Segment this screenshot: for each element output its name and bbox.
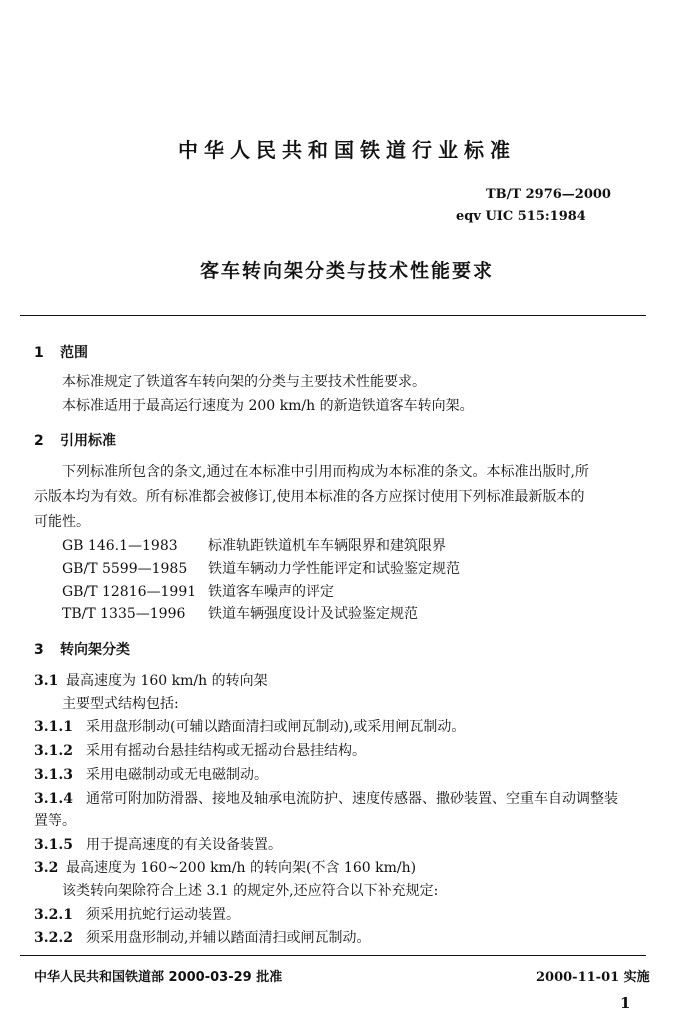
clause-3-1-4 (34, 788, 618, 810)
approval-note: 中华人民共和国铁道部 2000-03-29 批准 (34, 970, 283, 985)
clause-3-1-1 (34, 716, 465, 738)
section-1-heading (34, 342, 88, 362)
reference-row (62, 603, 418, 625)
reference-row (62, 581, 334, 603)
section-2-heading (34, 430, 116, 450)
header-divider (20, 315, 646, 316)
implementation-date: 2000-11-01 实施 (536, 970, 650, 985)
section-title: 范围 (60, 345, 88, 361)
clause-number: 3.1.2 (34, 743, 73, 759)
reference-title: 标准轨距铁道机车车辆限界和建筑限界 (208, 538, 446, 554)
reference-code: GB/T 12816—1991 (62, 584, 197, 600)
reference-title: 铁道车辆动力学性能评定和试验鉴定规范 (208, 561, 460, 577)
clause-3-1-5 (34, 834, 282, 856)
clause-3-1-3 (34, 764, 268, 786)
clause-text: 须采用抗蛇行运动装置。 (86, 907, 240, 923)
reference-title: 铁道客车噪声的评定 (208, 584, 334, 600)
reference-code: GB 146.1—1983 (62, 538, 178, 554)
clause-number: 3.1.1 (34, 719, 73, 735)
clause-3-1-intro: 主要型式结构包括: (62, 696, 179, 712)
reference-code: GB/T 5599—1985 (62, 561, 188, 577)
standard-code: TB/T 2976—2000 (486, 187, 611, 202)
clause-number: 3.1.5 (34, 837, 73, 853)
clause-number: 3.1.4 (34, 791, 73, 807)
section-number: 2 (34, 433, 44, 449)
page-number: 1 (620, 994, 631, 1012)
section-title: 引用标准 (60, 433, 116, 449)
section-number: 3 (34, 642, 44, 658)
clause-3-2-2 (34, 927, 370, 949)
section-title: 转向架分类 (60, 642, 130, 658)
section-3-heading (34, 639, 130, 659)
reference-row (62, 535, 446, 557)
reference-title: 铁道车辆强度设计及试验鉴定规范 (208, 606, 418, 622)
clause-3-2-1 (34, 904, 240, 926)
clause-text: 采用电磁制动或无电磁制动。 (86, 767, 268, 783)
clause-text: 用于提高速度的有关设备装置。 (86, 837, 282, 853)
section-2-intro-line-3: 可能性。 (34, 514, 90, 530)
clause-text: 通常可附加防滑器、接地及轴承电流防护、速度传感器、撒砂装置、空重车自动调整装 (86, 791, 618, 807)
clause-3-1-2 (34, 740, 366, 762)
section-number: 1 (34, 345, 44, 361)
clause-text: 最高速度为 160~200 km/h 的转向架(不含 160 km/h) (66, 860, 417, 876)
clause-text: 采用盘形制动(可辅以踏面清扫或闸瓦制动),或采用闸瓦制动。 (86, 719, 466, 735)
clause-3-2 (34, 857, 416, 879)
footer-divider (20, 955, 646, 956)
clause-number: 3.2 (34, 860, 59, 876)
document-title: 客车转向架分类与技术性能要求 (199, 260, 494, 282)
reference-code: TB/T 1335—1996 (62, 606, 186, 622)
clause-number: 3.2.2 (34, 930, 73, 946)
clause-3-1 (34, 670, 268, 692)
section-1-paragraph-2: 本标准适用于最高运行速度为 200 km/h 的新造铁道客车转向架。 (62, 398, 474, 414)
section-1-paragraph-1: 本标准规定了铁道客车转向架的分类与主要技术性能要求。 (62, 374, 426, 390)
clause-text: 须采用盘形制动,并辅以踏面清扫或闸瓦制动。 (86, 930, 371, 946)
clause-number: 3.1.3 (34, 767, 73, 783)
clause-number: 3.1 (34, 673, 59, 689)
clause-3-2-intro: 该类转向架除符合上述 3.1 的规定外,还应符合以下补充规定: (62, 883, 439, 899)
section-2-intro-line-1: 下列标准所包含的条文,通过在本标准中引用而构成为本标准的条文。本标准出版时,所 (62, 464, 589, 480)
clause-text: 采用有摇动台悬挂结构或无摇动台悬挂结构。 (86, 743, 366, 759)
equivalent-standard: eqv UIC 515:1984 (456, 209, 586, 224)
standard-org-title: 中华人民共和国铁道行业标准 (178, 138, 516, 162)
reference-row (62, 558, 460, 580)
clause-3-1-4-continued: 置等。 (34, 813, 76, 829)
clause-number: 3.2.1 (34, 907, 73, 923)
clause-text: 最高速度为 160 km/h 的转向架 (66, 673, 268, 689)
section-2-intro-line-2: 示版本均为有效。所有标准都会被修订,使用本标准的各方应探讨使用下列标准最新版本的 (34, 489, 585, 505)
